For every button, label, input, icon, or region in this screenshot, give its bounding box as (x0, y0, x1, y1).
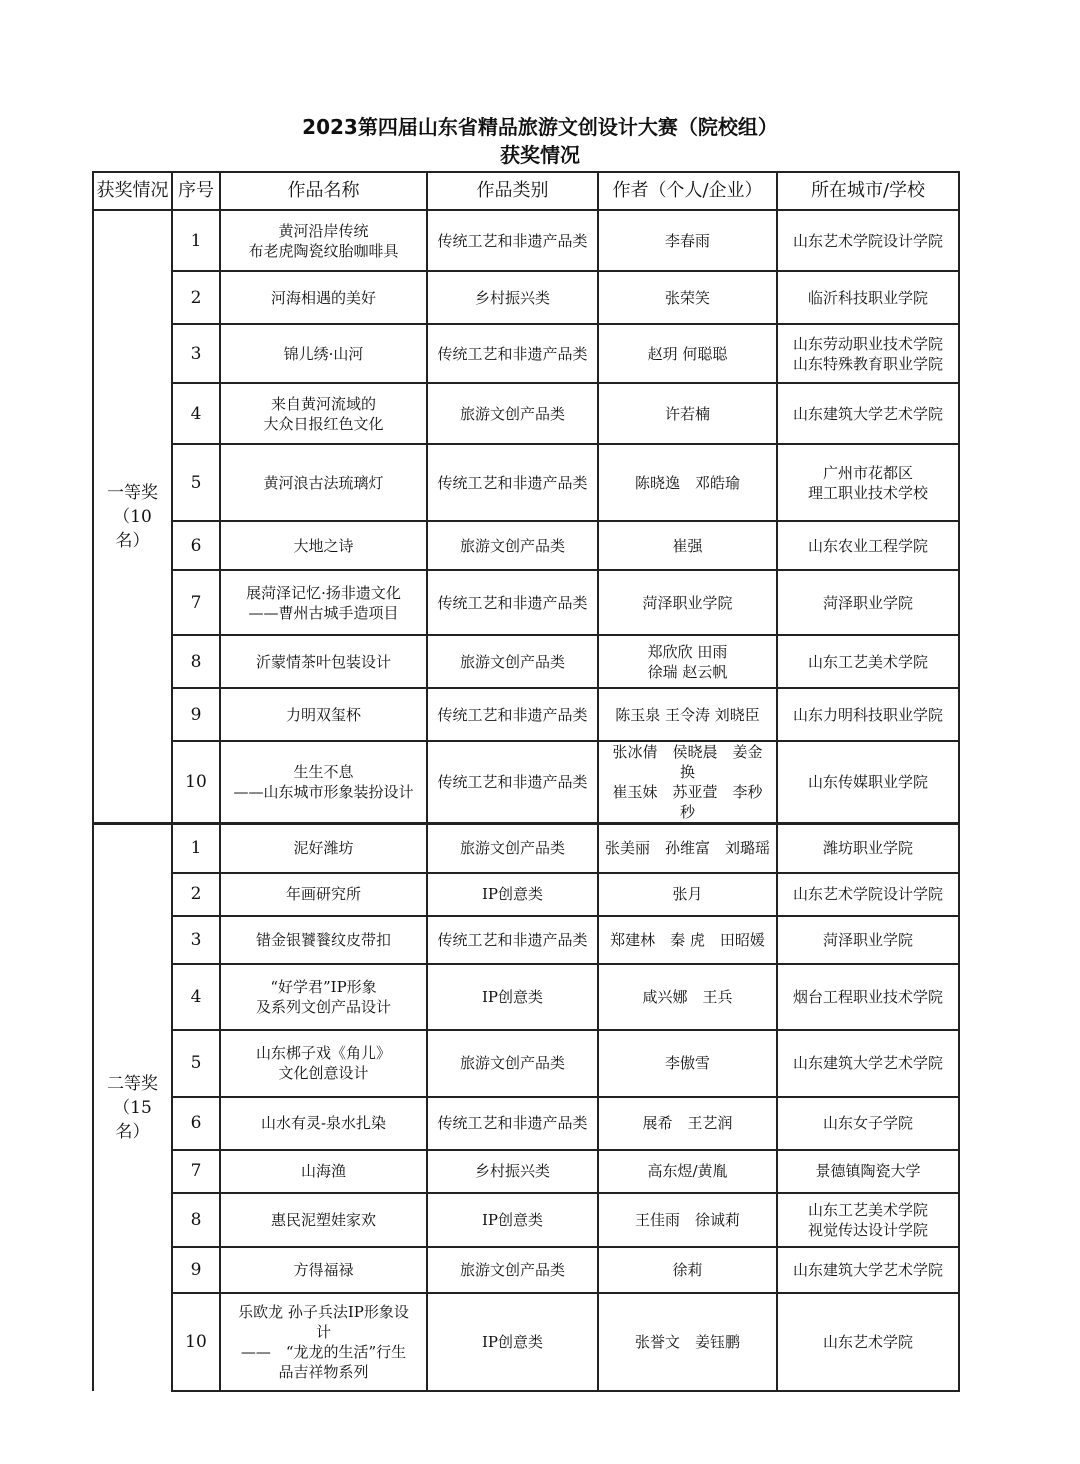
work-name-cell: 山水有灵-泉水扎染 (220, 1097, 427, 1150)
table-row (93, 824, 959, 873)
school-cell: 山东建筑大学艺术学院 (777, 1247, 959, 1293)
school-cell: 山东工艺美术学院 (777, 635, 959, 688)
category-cell: 传统工艺和非遗产品类 (427, 444, 598, 521)
table-row (93, 964, 959, 1030)
author-cell: 郑建林 秦 虎 田昭媛 (598, 916, 777, 964)
seq-cell: 8 (172, 1193, 220, 1247)
table-row (93, 444, 959, 521)
category-cell: 乡村振兴类 (427, 271, 598, 324)
header-row (93, 172, 959, 210)
category-cell: 旅游文创产品类 (427, 521, 598, 570)
table-row (93, 688, 959, 741)
school-cell: 山东艺术学院 (777, 1293, 959, 1391)
school-cell: 山东建筑大学艺术学院 (777, 1030, 959, 1097)
table-row (93, 1030, 959, 1097)
work-name-cell: 方得福禄 (220, 1247, 427, 1293)
seq-cell: 2 (172, 271, 220, 324)
page-title: 2023第四届山东省精品旅游文创设计大赛（院校组） (302, 115, 778, 139)
table-row (93, 324, 959, 383)
table-row (93, 271, 959, 324)
award-group-cell: 二等奖 （15 名） (93, 824, 172, 1391)
work-name-cell: 生生不息 ——山东城市形象装扮设计 (220, 741, 427, 824)
work-name-cell: 力明双玺杯 (220, 688, 427, 741)
seq-cell: 4 (172, 964, 220, 1030)
work-name-cell: 沂蒙情茶叶包装设计 (220, 635, 427, 688)
page-subtitle: 获奖情况 (500, 143, 580, 167)
table-row (93, 570, 959, 635)
category-cell: 旅游文创产品类 (427, 824, 598, 873)
school-cell: 山东力明科技职业学院 (777, 688, 959, 741)
author-cell: 展希 王艺润 (598, 1097, 777, 1150)
category-cell: IP创意类 (427, 1193, 598, 1247)
table-row (93, 1193, 959, 1247)
author-cell: 郑欣欣 田雨 徐瑞 赵云帆 (598, 635, 777, 688)
work-name-cell: 惠民泥塑娃家欢 (220, 1193, 427, 1247)
school-cell: 山东传媒职业学院 (777, 741, 959, 824)
work-name-cell: 错金银饕餮纹皮带扣 (220, 916, 427, 964)
category-cell: 传统工艺和非遗产品类 (427, 210, 598, 271)
category-cell: 传统工艺和非遗产品类 (427, 1097, 598, 1150)
table-row (93, 1247, 959, 1293)
table-row (93, 1097, 959, 1150)
table-row (93, 521, 959, 570)
seq-cell: 7 (172, 1150, 220, 1193)
work-name-cell: 年画研究所 (220, 873, 427, 916)
header-category: 作品类别 (427, 172, 598, 210)
table-row (93, 635, 959, 688)
seq-cell: 2 (172, 873, 220, 916)
header-award: 获奖情况 (93, 172, 172, 210)
category-cell: 旅游文创产品类 (427, 1030, 598, 1097)
table-row (93, 1293, 959, 1391)
seq-cell: 10 (172, 741, 220, 824)
author-cell: 张誉文 姜钰鹏 (598, 1293, 777, 1391)
work-name-cell: 山海渔 (220, 1150, 427, 1193)
category-cell: 旅游文创产品类 (427, 635, 598, 688)
author-cell: 张月 (598, 873, 777, 916)
school-cell: 山东艺术学院设计学院 (777, 873, 959, 916)
seq-cell: 10 (172, 1293, 220, 1391)
seq-cell: 7 (172, 570, 220, 635)
work-name-cell: 来自黄河流域的 大众日报红色文化 (220, 383, 427, 444)
seq-cell: 9 (172, 688, 220, 741)
author-cell: 王佳雨 徐诚莉 (598, 1193, 777, 1247)
table-row (93, 210, 959, 271)
table-row (93, 741, 959, 824)
seq-cell: 6 (172, 521, 220, 570)
awards-table (92, 171, 960, 1392)
work-name-cell: 展菏泽记忆·扬非遗文化 ——曹州古城手造项目 (220, 570, 427, 635)
author-cell: 张美丽 孙维富 刘璐瑶 (598, 824, 777, 873)
header-school: 所在城市/学校 (777, 172, 959, 210)
author-cell: 陈晓逸 邓皓瑜 (598, 444, 777, 521)
seq-cell: 1 (172, 210, 220, 271)
school-cell: 山东艺术学院设计学院 (777, 210, 959, 271)
category-cell: 旅游文创产品类 (427, 383, 598, 444)
category-cell: 传统工艺和非遗产品类 (427, 741, 598, 824)
school-cell: 山东工艺美术学院 视觉传达设计学院 (777, 1193, 959, 1247)
school-cell: 菏泽职业学院 (777, 916, 959, 964)
seq-cell: 5 (172, 444, 220, 521)
school-cell: 景德镇陶瓷大学 (777, 1150, 959, 1193)
author-cell: 李春雨 (598, 210, 777, 271)
author-cell: 李傲雪 (598, 1030, 777, 1097)
author-cell: 咸兴娜 王兵 (598, 964, 777, 1030)
school-cell: 山东女子学院 (777, 1097, 959, 1150)
school-cell: 山东劳动职业技术学院 山东特殊教育职业学院 (777, 324, 959, 383)
seq-cell: 9 (172, 1247, 220, 1293)
school-cell: 广州市花都区 理工职业技术学校 (777, 444, 959, 521)
work-name-cell: 河海相遇的美好 (220, 271, 427, 324)
work-name-cell: 大地之诗 (220, 521, 427, 570)
header-work: 作品名称 (220, 172, 427, 210)
school-cell: 临沂科技职业学院 (777, 271, 959, 324)
category-cell: 传统工艺和非遗产品类 (427, 570, 598, 635)
seq-cell: 3 (172, 324, 220, 383)
category-cell: 乡村振兴类 (427, 1150, 598, 1193)
author-cell: 陈玉泉 王令涛 刘晓臣 (598, 688, 777, 741)
award-group-cell: 一等奖 （10 名） (93, 210, 172, 824)
header-seq: 序号 (172, 172, 220, 210)
seq-cell: 1 (172, 824, 220, 873)
author-cell: 许若楠 (598, 383, 777, 444)
seq-cell: 6 (172, 1097, 220, 1150)
author-cell: 菏泽职业学院 (598, 570, 777, 635)
category-cell: 旅游文创产品类 (427, 1247, 598, 1293)
category-cell: IP创意类 (427, 964, 598, 1030)
category-cell: 传统工艺和非遗产品类 (427, 916, 598, 964)
school-cell: 烟台工程职业技术学院 (777, 964, 959, 1030)
author-cell: 徐莉 (598, 1247, 777, 1293)
author-cell: 张冰倩 侯晓晨 姜金 换 崔玉妹 苏亚萱 李秒 秒 (598, 741, 777, 824)
category-cell: 传统工艺和非遗产品类 (427, 688, 598, 741)
work-name-cell: 黄河沿岸传统 布老虎陶瓷纹胎咖啡具 (220, 210, 427, 271)
work-name-cell: 锦儿绣·山河 (220, 324, 427, 383)
seq-cell: 3 (172, 916, 220, 964)
author-cell: 赵玥 何聪聪 (598, 324, 777, 383)
work-name-cell: “好学君”IP形象 及系列文创产品设计 (220, 964, 427, 1030)
school-cell: 潍坊职业学院 (777, 824, 959, 873)
category-cell: IP创意类 (427, 1293, 598, 1391)
work-name-cell: 黄河浪古法琉璃灯 (220, 444, 427, 521)
seq-cell: 5 (172, 1030, 220, 1097)
author-cell: 张荣笑 (598, 271, 777, 324)
header-author: 作者（个人/企业） (598, 172, 777, 210)
table-row (93, 383, 959, 444)
table-row (93, 873, 959, 916)
category-cell: IP创意类 (427, 873, 598, 916)
seq-cell: 4 (172, 383, 220, 444)
school-cell: 山东建筑大学艺术学院 (777, 383, 959, 444)
seq-cell: 8 (172, 635, 220, 688)
table-row (93, 1150, 959, 1193)
work-name-cell: 山东梆子戏《角儿》 文化创意设计 (220, 1030, 427, 1097)
school-cell: 菏泽职业学院 (777, 570, 959, 635)
author-cell: 高东煜/黄胤 (598, 1150, 777, 1193)
work-name-cell: 乐欧龙 孙子兵法IP形象设 计 —— “龙龙的生活”行生 品吉祥物系列 (220, 1293, 427, 1391)
table-row (93, 916, 959, 964)
school-cell: 山东农业工程学院 (777, 521, 959, 570)
author-cell: 崔强 (598, 521, 777, 570)
category-cell: 传统工艺和非遗产品类 (427, 324, 598, 383)
work-name-cell: 泥好潍坊 (220, 824, 427, 873)
